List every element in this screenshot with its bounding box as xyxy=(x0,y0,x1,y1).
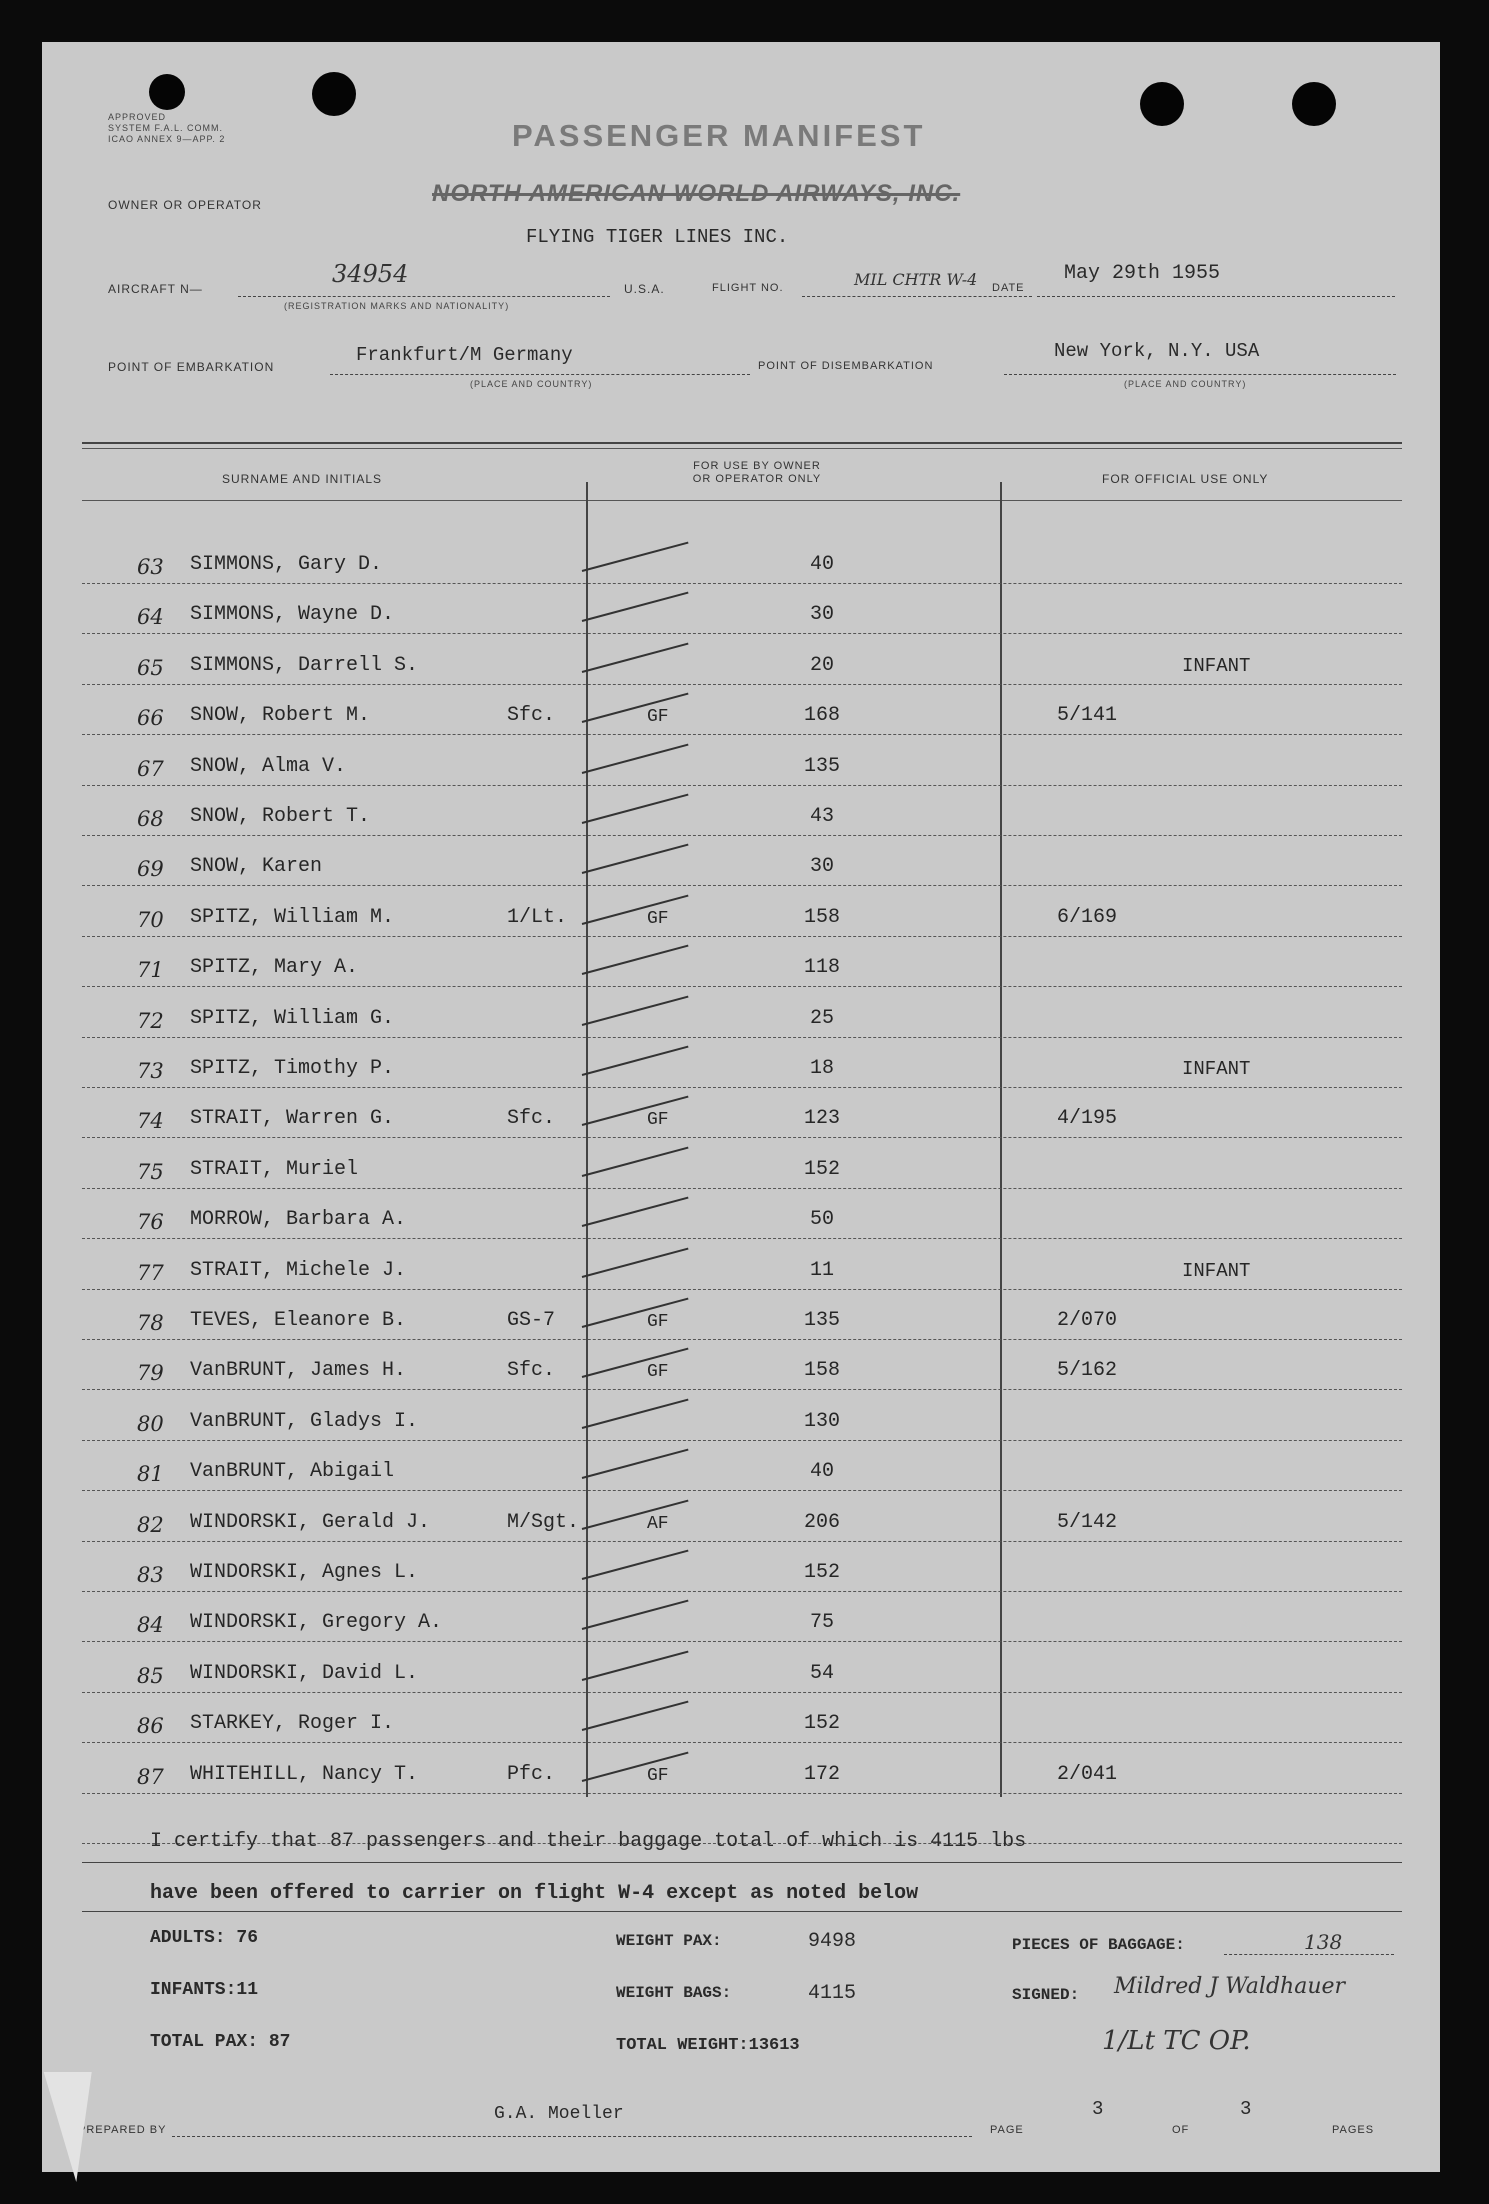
owner-struck-name: NORTH AMERICAN WORLD AIRWAYS, INC. xyxy=(432,180,961,207)
prepared-label: PREPARED BY xyxy=(78,2124,167,2136)
passenger-name: STRAIT, Michele J. xyxy=(190,1258,407,1282)
of-label: OF xyxy=(1172,2124,1190,2136)
prepared-value: G.A. Moeller xyxy=(494,2104,624,2124)
passenger-rank: Sfc. xyxy=(507,704,556,728)
check-mark xyxy=(582,1096,689,1126)
passenger-name: VanBRUNT, James H. xyxy=(190,1359,407,1383)
baggage-weight: 158 xyxy=(803,905,840,929)
passenger-name: STARKEY, Roger I. xyxy=(190,1712,395,1736)
punch-hole-left-2 xyxy=(312,72,356,116)
passenger-number: 66 xyxy=(137,706,164,731)
table-header-rule xyxy=(82,500,1402,501)
page-label: PAGE xyxy=(990,2124,1024,2136)
embark-label: POINT OF EMBARKATION xyxy=(108,360,275,374)
table-row xyxy=(82,1038,1402,1088)
passenger-code: GF xyxy=(647,1765,669,1786)
embark-underline xyxy=(330,374,750,375)
passenger-name: MORROW, Barbara A. xyxy=(190,1208,407,1232)
punch-hole-right-2 xyxy=(1292,82,1336,126)
table-row xyxy=(82,1139,1402,1189)
signature: Mildred J Waldhauer xyxy=(1114,1974,1346,1999)
approval-line-1: APPROVED xyxy=(108,112,167,122)
passenger-number: 86 xyxy=(137,1714,164,1739)
passenger-name: WINDORSKI, David L. xyxy=(190,1661,419,1685)
passenger-name: SPITZ, William M. xyxy=(190,905,395,929)
passenger-number: 78 xyxy=(137,1311,164,1335)
table-row xyxy=(82,584,1402,634)
disembark-label: POINT OF DISEMBARKATION xyxy=(758,360,934,372)
check-mark xyxy=(582,542,689,572)
table-row xyxy=(82,534,1402,584)
passenger-name: WHITEHILL, Nancy T. xyxy=(190,1762,419,1786)
check-mark xyxy=(582,1600,689,1630)
table-top-rule xyxy=(82,442,1402,444)
official-note: 5/141 xyxy=(1057,704,1118,728)
table-row xyxy=(82,1441,1402,1491)
passenger-code: GF xyxy=(647,1362,669,1383)
official-note: 6/169 xyxy=(1057,905,1118,929)
table-row xyxy=(82,1240,1402,1290)
passenger-number: 79 xyxy=(137,1361,164,1386)
baggage-weight: 152 xyxy=(803,1712,840,1736)
baggage-weight: 30 xyxy=(809,603,834,627)
official-note: 5/142 xyxy=(1057,1510,1118,1534)
passenger-name: SIMMONS, Wayne D. xyxy=(190,603,395,627)
disembark-underline xyxy=(1004,374,1396,375)
pieces-underline xyxy=(1224,1954,1394,1955)
date-value: May 29th 1955 xyxy=(1064,262,1221,285)
table-row xyxy=(82,1744,1402,1794)
table-row xyxy=(82,836,1402,886)
baggage-weight: 135 xyxy=(803,754,840,778)
table-row xyxy=(82,635,1402,685)
punch-hole-right-1 xyxy=(1140,82,1184,126)
col-header-owner-use-2: OR OPERATOR ONLY xyxy=(692,473,822,485)
baggage-weight: 152 xyxy=(803,1561,840,1584)
official-note: 2/041 xyxy=(1057,1762,1118,1786)
passenger-rank: Sfc. xyxy=(507,1359,556,1383)
baggage-weight: 168 xyxy=(803,704,840,728)
passenger-number: 75 xyxy=(137,1159,164,1184)
baggage-weight: 123 xyxy=(803,1107,840,1131)
table-row xyxy=(82,1340,1402,1390)
check-mark xyxy=(582,1298,689,1328)
table-row xyxy=(82,1391,1402,1441)
passenger-number: 71 xyxy=(137,958,164,983)
passenger-name: SNOW, Robert T. xyxy=(190,805,371,828)
passenger-number: 87 xyxy=(137,1764,164,1789)
total-weight: TOTAL WEIGHT:13613 xyxy=(616,2036,800,2055)
passenger-code: GF xyxy=(647,1312,669,1332)
baggage-weight: 18 xyxy=(809,1057,834,1080)
flight-underline xyxy=(802,296,1032,297)
disembark-place-caption: (PLACE AND COUNTRY) xyxy=(1124,379,1247,389)
passenger-name: SPITZ, Timothy P. xyxy=(190,1057,395,1080)
passenger-name: SIMMONS, Gary D. xyxy=(190,553,383,576)
official-note: 5/162 xyxy=(1057,1359,1118,1383)
passenger-number: 83 xyxy=(137,1563,164,1587)
passenger-number: 65 xyxy=(137,655,164,680)
check-mark xyxy=(582,1348,689,1378)
passenger-number: 76 xyxy=(137,1210,164,1235)
passenger-rank: 1/Lt. xyxy=(507,905,568,929)
passenger-number: 72 xyxy=(137,1008,164,1033)
page-title: PASSENGER MANIFEST xyxy=(512,118,926,153)
baggage-weight: 43 xyxy=(809,805,834,828)
passenger-number: 81 xyxy=(137,1462,164,1487)
baggage-weight: 20 xyxy=(809,653,834,677)
baggage-weight: 152 xyxy=(803,1157,840,1181)
passenger-name: SNOW, Karen xyxy=(190,855,323,879)
manifest-sheet xyxy=(42,42,1440,2172)
baggage-weight: 50 xyxy=(809,1208,834,1232)
passenger-name: SNOW, Robert M. xyxy=(190,704,371,728)
passenger-number: 64 xyxy=(137,605,164,630)
date-underline xyxy=(1037,296,1395,297)
official-note: INFANT xyxy=(1182,1058,1251,1080)
aircraft-number: 34954 xyxy=(332,260,409,288)
passenger-number: 84 xyxy=(137,1613,164,1638)
passenger-code: GF xyxy=(647,908,669,929)
check-mark xyxy=(582,1247,689,1277)
check-mark xyxy=(582,592,689,622)
passenger-rank: Sfc. xyxy=(507,1107,556,1131)
date-label: DATE xyxy=(992,282,1025,294)
official-note: INFANT xyxy=(1182,654,1251,677)
flight-number: MIL CHTR W-4 xyxy=(854,270,978,289)
check-mark xyxy=(582,1650,689,1680)
official-note: 4/195 xyxy=(1057,1107,1118,1131)
col-header-official: FOR OFFICIAL USE ONLY xyxy=(1102,472,1269,486)
page-number: 3 xyxy=(1092,2098,1104,2120)
prepared-underline xyxy=(172,2136,972,2137)
owner-typed-name: FLYING TIGER LINES INC. xyxy=(526,226,789,248)
baggage-weight: 40 xyxy=(809,553,834,576)
approval-line-3: ICAO ANNEX 9—APP. 2 xyxy=(108,134,226,144)
passenger-rank: Pfc. xyxy=(507,1762,556,1786)
table-row xyxy=(82,786,1402,836)
approval-line-2: SYSTEM F.A.L. COMM. xyxy=(108,123,224,133)
passenger-number: 68 xyxy=(137,807,164,831)
check-mark xyxy=(582,1449,689,1479)
passenger-name: SPITZ, William G. xyxy=(190,1006,395,1030)
weight-bags-value: 4115 xyxy=(808,1982,857,2005)
passenger-number: 74 xyxy=(137,1109,164,1134)
total-pax: TOTAL PAX: 87 xyxy=(150,2032,291,2052)
table-row xyxy=(82,1290,1402,1340)
certify-line-2: have been offered to carrier on flight W-4 except as noted below xyxy=(150,1882,919,1905)
official-note: INFANT xyxy=(1182,1259,1251,1282)
registration-caption: (REGISTRATION MARKS AND NATIONALITY) xyxy=(284,301,510,311)
table-row xyxy=(82,887,1402,937)
table-row xyxy=(82,1592,1402,1642)
baggage-weight: 75 xyxy=(809,1611,834,1635)
passenger-name: STRAIT, Warren G. xyxy=(190,1107,395,1131)
disembark-value: New York, N.Y. USA xyxy=(1054,340,1260,362)
baggage-weight: 158 xyxy=(803,1359,840,1383)
passenger-name: STRAIT, Muriel xyxy=(190,1157,359,1181)
baggage-weight: 11 xyxy=(809,1258,834,1282)
passenger-number: 63 xyxy=(137,555,164,579)
table-row xyxy=(82,988,1402,1038)
passenger-number: 82 xyxy=(137,1512,164,1537)
check-mark xyxy=(582,1499,689,1529)
embark-value: Frankfurt/M Germany xyxy=(356,344,573,366)
pages-label: PAGES xyxy=(1332,2124,1375,2136)
certify-underline-2 xyxy=(82,1911,1402,1912)
check-mark xyxy=(582,1398,689,1428)
passenger-number: 69 xyxy=(137,857,164,882)
passenger-name: SNOW, Alma V. xyxy=(190,754,347,778)
check-mark xyxy=(582,642,689,672)
baggage-weight: 135 xyxy=(803,1309,840,1332)
passenger-name: WINDORSKI, Agnes L. xyxy=(190,1561,419,1584)
passenger-number: 70 xyxy=(137,907,164,932)
signed-label: SIGNED: xyxy=(1012,1986,1080,2004)
certify-line-1: I certify that 87 passengers and their baggage total of which is 4115 lbs xyxy=(150,1830,1027,1853)
table-row xyxy=(82,1492,1402,1542)
infants-total: INFANTS:11 xyxy=(150,1980,259,2000)
weight-pax-label: WEIGHT PAX: xyxy=(616,1932,722,1950)
flight-label: FLIGHT NO. xyxy=(712,282,784,294)
table-row xyxy=(82,736,1402,786)
passenger-code: GF xyxy=(647,707,669,728)
punch-hole-left-1 xyxy=(149,74,185,110)
passenger-rank: M/Sgt. xyxy=(507,1510,580,1534)
owner-label: OWNER OR OPERATOR xyxy=(108,198,262,212)
check-mark xyxy=(582,1146,689,1176)
check-mark xyxy=(582,1197,689,1227)
passenger-number: 73 xyxy=(137,1059,164,1083)
check-mark xyxy=(582,1046,689,1076)
table-top-rule-2 xyxy=(82,448,1402,449)
table-row xyxy=(82,685,1402,735)
passenger-name: WINDORSKI, Gregory A. xyxy=(190,1611,443,1635)
check-mark xyxy=(582,995,689,1025)
table-row xyxy=(82,1189,1402,1239)
passenger-name: SPITZ, Mary A. xyxy=(190,956,359,980)
check-mark xyxy=(582,1550,689,1580)
passenger-number: 80 xyxy=(137,1411,164,1436)
passenger-number: 67 xyxy=(137,756,164,781)
passenger-name: TEVES, Eleanore B. xyxy=(190,1309,407,1332)
passenger-name: VanBRUNT, Abigail xyxy=(190,1460,395,1484)
passenger-name: WINDORSKI, Gerald J. xyxy=(190,1510,431,1534)
weight-pax-value: 9498 xyxy=(808,1930,857,1953)
table-row xyxy=(82,1088,1402,1138)
col-header-owner-use xyxy=(662,460,852,486)
baggage-weight: 172 xyxy=(803,1762,840,1786)
aircraft-underline xyxy=(238,296,610,297)
table-row xyxy=(82,1693,1402,1743)
signer-title: 1/Lt TC OP. xyxy=(1102,2026,1251,2056)
pieces-label: PIECES OF BAGGAGE: xyxy=(1012,1936,1185,1954)
aircraft-label: AIRCRAFT N— xyxy=(108,282,203,296)
baggage-weight: 118 xyxy=(803,956,840,980)
check-mark xyxy=(582,794,689,824)
check-mark xyxy=(582,1701,689,1731)
col-header-surname: SURNAME AND INITIALS xyxy=(222,472,383,486)
check-mark xyxy=(582,1751,689,1781)
table-row xyxy=(82,1542,1402,1592)
table-row xyxy=(82,1643,1402,1693)
folded-corner xyxy=(28,2072,91,2182)
certify-underline-1 xyxy=(82,1862,1402,1863)
weight-bags-label: WEIGHT BAGS: xyxy=(616,1984,732,2002)
adults-total: ADULTS: 76 xyxy=(150,1928,259,1948)
check-mark xyxy=(582,894,689,924)
col-header-owner-use-1: FOR USE BY OWNER xyxy=(693,460,821,472)
usa-label: U.S.A. xyxy=(624,282,665,296)
passenger-number: 77 xyxy=(137,1260,164,1285)
of-number: 3 xyxy=(1240,2098,1252,2120)
passenger-number: 85 xyxy=(137,1663,164,1688)
passenger-code: AF xyxy=(647,1513,669,1534)
baggage-weight: 54 xyxy=(809,1661,834,1685)
baggage-weight: 40 xyxy=(809,1460,834,1484)
passenger-code: GF xyxy=(647,1110,669,1131)
pieces-value: 138 xyxy=(1304,1930,1343,1954)
check-mark xyxy=(582,844,689,874)
baggage-weight: 206 xyxy=(803,1510,840,1534)
baggage-weight: 130 xyxy=(803,1409,840,1433)
baggage-weight: 25 xyxy=(809,1006,834,1030)
baggage-weight: 30 xyxy=(809,855,834,879)
check-mark xyxy=(582,693,689,723)
passenger-rank: GS-7 xyxy=(507,1309,556,1332)
check-mark xyxy=(582,945,689,975)
check-mark xyxy=(582,743,689,773)
table-row xyxy=(82,937,1402,987)
official-note: 2/070 xyxy=(1057,1309,1118,1332)
embark-place-caption: (PLACE AND COUNTRY) xyxy=(470,379,593,389)
passenger-name: SIMMONS, Darrell S. xyxy=(190,653,419,677)
approval-block xyxy=(108,112,225,145)
passenger-name: VanBRUNT, Gladys I. xyxy=(190,1409,419,1433)
